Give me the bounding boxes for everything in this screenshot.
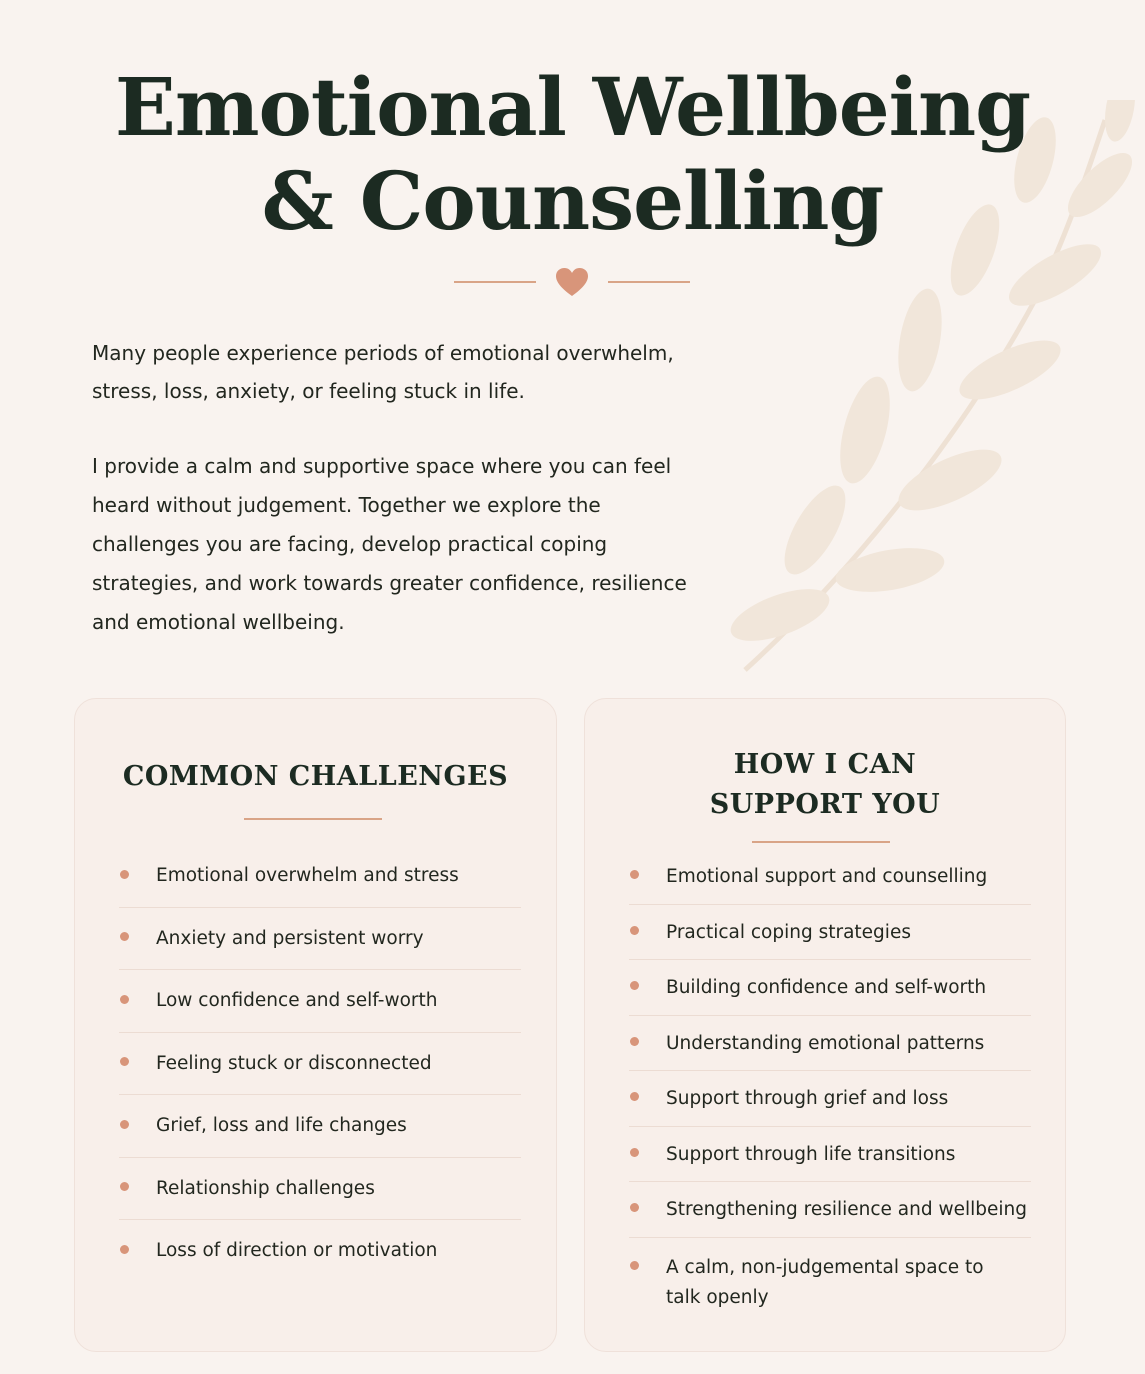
divider-line-left <box>454 281 536 283</box>
support-title-line-2: SUPPORT YOU <box>709 789 941 820</box>
dot-icon <box>120 932 129 941</box>
dot-icon <box>630 1148 639 1157</box>
dot-icon <box>120 870 129 879</box>
list-item: Emotional support and counselling <box>629 849 1031 905</box>
page-title <box>0 60 1145 248</box>
dot-icon <box>120 1182 129 1191</box>
dot-icon <box>630 1092 639 1101</box>
list-item: Emotional overwhelm and stress <box>119 845 521 908</box>
list-item: Loss of direction or motivation <box>119 1220 521 1283</box>
intro-paragraph-2: I provide a calm and supportive space where you can feel heard without judgement. Together we explore the challenges you are facing, develop practical coping strategies, and work towards greater confidence, resilience and emotional wellbeing. <box>92 454 687 634</box>
list-item: Anxiety and persistent worry <box>119 908 521 971</box>
list-item: Support through life transitions <box>629 1127 1031 1183</box>
list-item: Practical coping strategies <box>629 905 1031 961</box>
dot-icon <box>630 870 639 879</box>
challenges-list <box>119 845 521 1283</box>
list-item: Low confidence and self-worth <box>119 970 521 1033</box>
dot-icon <box>120 995 129 1004</box>
support-title-line-1: HOW I CAN <box>733 749 917 780</box>
dot-icon <box>120 1057 129 1066</box>
list-item: Strengthening resilience and wellbeing <box>629 1182 1031 1238</box>
list-item: Relationship challenges <box>119 1158 521 1221</box>
list-item: Support through grief and loss <box>629 1071 1031 1127</box>
challenges-title: COMMON CHALLENGES <box>122 761 509 792</box>
common-challenges-card <box>74 698 557 1352</box>
support-card <box>584 698 1066 1352</box>
intro-text <box>92 334 712 679</box>
title-divider <box>0 264 1145 304</box>
challenges-title-underline <box>244 818 382 820</box>
dot-icon <box>630 1261 639 1270</box>
title-line-1: Emotional Wellbeing <box>114 60 1031 154</box>
dot-icon <box>120 1120 129 1129</box>
list-item: Feeling stuck or disconnected <box>119 1033 521 1096</box>
list-item: Building confidence and self-worth <box>629 960 1031 1016</box>
list-item: Understanding emotional patterns <box>629 1016 1031 1072</box>
divider-line-right <box>608 281 690 283</box>
dot-icon <box>630 981 639 990</box>
dot-icon <box>120 1245 129 1254</box>
heart-icon <box>555 267 589 297</box>
title-line-2: & Counselling <box>261 154 884 248</box>
support-title <box>585 745 1065 825</box>
dot-icon <box>630 926 639 935</box>
support-title-underline <box>752 841 890 843</box>
list-item: Grief, loss and life changes <box>119 1095 521 1158</box>
dot-icon <box>630 1203 639 1212</box>
support-list <box>629 849 1031 1313</box>
list-item: A calm, non-judgemental space to talk openly <box>629 1238 1031 1313</box>
dot-icon <box>630 1037 639 1046</box>
intro-paragraph-1: Many people experience periods of emotional overwhelm, stress, loss, anxiety, or feeling stuck in life. <box>92 341 674 403</box>
